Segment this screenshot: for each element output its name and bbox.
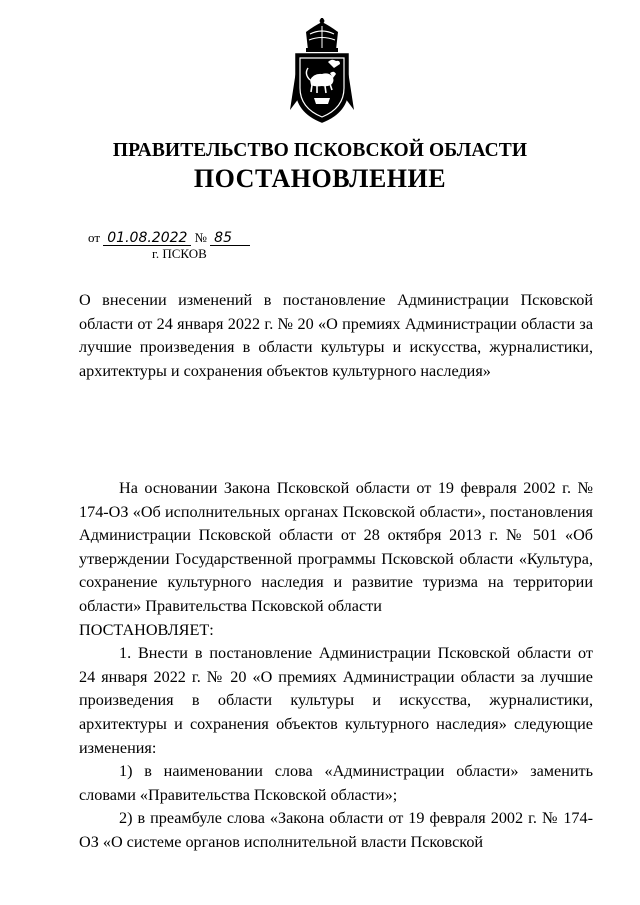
document-body [79,477,593,855]
number-prefix: № [194,230,207,245]
handwritten-date: 01.08.2022 [103,231,191,246]
registration-line [88,230,250,246]
government-name: ПРАВИТЕЛЬСТВО ПСКОВСКОЙ ОБЛАСТИ [112,140,528,161]
item-1-paragraph: 1. Внести в постановление Администрации Псковской области от 24 января 2022 г. № 20 «О премиях Администрации области за лучшие произведения в области культуры и искусства, журналистики, архитектуры и сохранения объектов культурного наследия» следующие изменения: [79,644,593,757]
resolves-word: ПОСТАНОВЛЯЕТ: [79,620,214,639]
subject-text: О внесении изменений в постановление Администрации Псковской области от 24 января 2022 г. № 20 «О премиях Администрации области за лучшие произведения в области культуры и искусства, журналистики, архитектуры и сохранения объектов культурного наследия» [79,291,593,380]
preamble-paragraph: На основании Закона Псковской области от 19 февраля 2002 г. № 174-ОЗ «Об исполнительных органах Псковской области», постановления Администрации Псковской области от 28 октября 2013 г. № 501 «Об утверждении Государственной программы Псковской области «Культура, сохранение культурного наследия и развитие туризма на территории области» Правительства Псковской области [79,479,593,615]
date-prefix: от [88,230,101,245]
item-1-1-paragraph: 1) в наименовании слова «Администрации области» заменить словами «Правительства Псковской области»; [79,762,593,804]
pskov-coat-of-arms-icon [284,18,360,126]
document-subject [79,289,593,383]
document-type-title: ПОСТАНОВЛЕНИЕ [193,164,447,193]
item-1-2-paragraph: 2) в преамбуле слова «Закона области от 19 февраля 2002 г. № 174-ОЗ «О системе органов исполнительной власти Псковской [79,809,593,851]
handwritten-number: 85 [210,231,250,246]
city-label: г. ПСКОВ [152,246,207,261]
